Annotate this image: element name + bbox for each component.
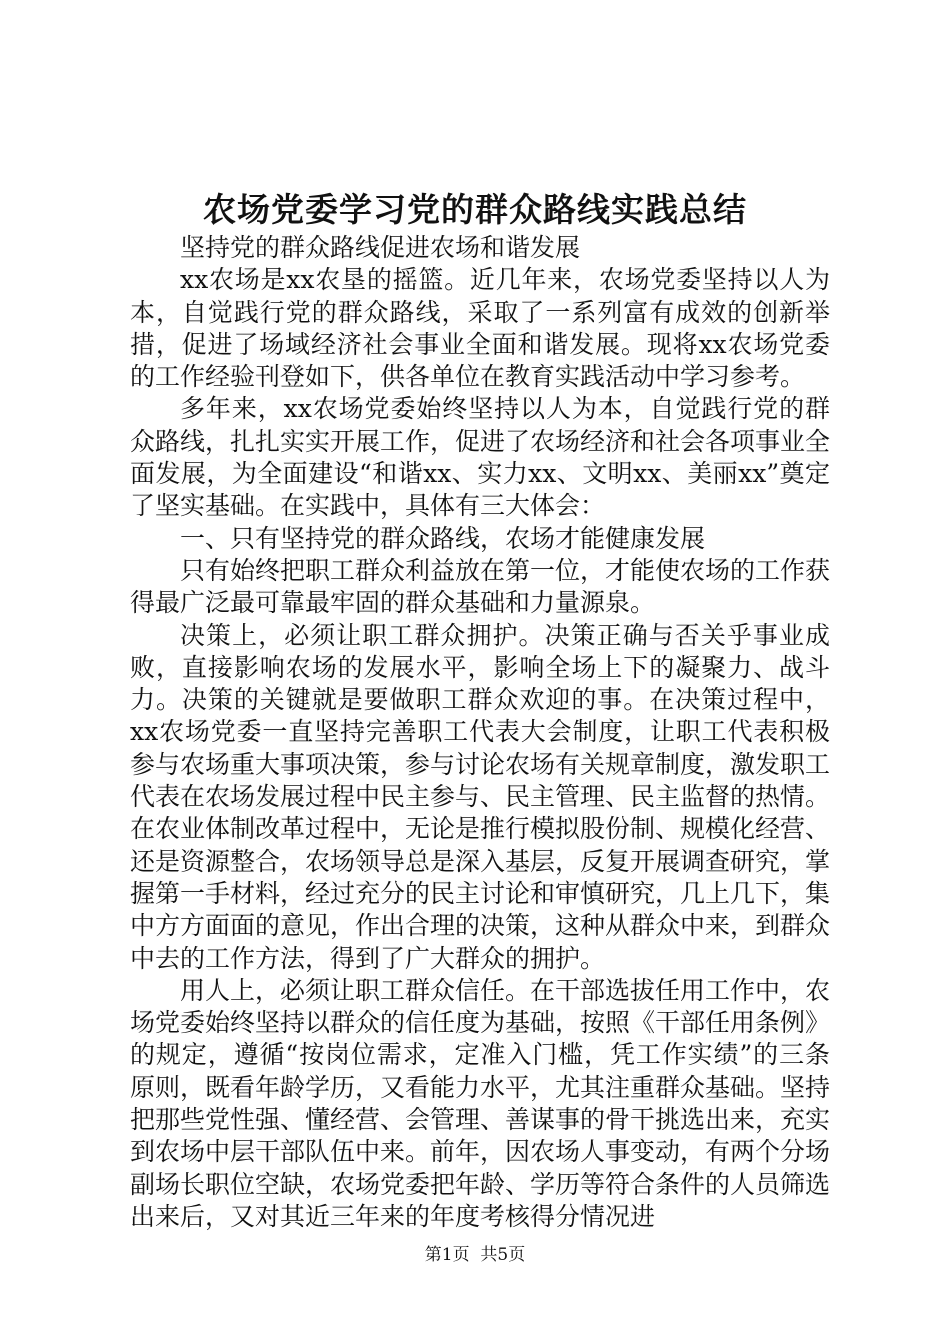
paragraph-personnel: 用人上，必须让职工群众信任。在干部选拔任用工作中，农场党委始终坚持以群众的信任度为基础，按照《干部任用条例》的规定，遵循“按岗位需求，定准入门槛，凭工作实绩”的三条原则，既看年龄学历，又看能力水平，尤其注重群众基础。坚持把那些党性强、懂经营、会管理、善谋事的骨干挑选出来，充实到农场中层干部队伍中来。前年，因农场人事变动，有两个分场副场长职位空缺，农场党委把年龄、学历等符合条件的人员筛选出来后，又对其近三年来的年度考核得分情况进 <box>130 975 831 1231</box>
paragraph-subtitle: 坚持党的群众路线促进农场和谐发展 <box>180 233 581 262</box>
page-footer <box>0 1243 950 1267</box>
paragraph-intro: xx农场是xx农垦的摇篮。近几年来，农场党委坚持以人为本，自觉践行党的群众路线，采取了一系列富有成效的创新举措，促进了场域经济社会事业全面和谐发展。现将xx农场党委的工作经验刊登如下，供各单位在教育实践活动中学习参考。 <box>130 265 830 392</box>
footer-spacer <box>470 1245 481 1265</box>
paragraph-overview: 多年来，xx农场党委始终坚持以人为本，自觉践行党的群众路线，扎扎实实开展工作，促进了农场经济和社会各项事业全面发展，为全面建设“和谐xx、实力xx、文明xx、美丽xx”奠定了坚实基础。在实践中，具体有三大体会： <box>130 394 831 521</box>
paragraph-masses-interest: 只有始终把职工群众利益放在第一位，才能使农场的工作获得最广泛最可靠最牢固的群众基础和力量源泉。 <box>130 555 831 618</box>
page-total: 共5页 <box>480 1245 526 1265</box>
document-title: 农场党委学习党的群众路线实践总结 <box>203 190 747 229</box>
page-number: 第1页 <box>424 1245 470 1265</box>
document-body <box>130 232 830 1233</box>
section-heading-1: 一、只有坚持党的群众路线，农场才能健康发展 <box>180 523 706 553</box>
paragraph-decision-making: 决策上，必须让职工群众拥护。决策正确与否关乎事业成败，直接影响农场的发展水平，影响全场上下的凝聚力、战斗力。决策的关键就是要做职工群众欢迎的事。在决策过程中，xx农场党委一直坚持完善职工代表大会制度，让职工代表积极参与农场重大事项决策，参与讨论农场有关规章制度，激发职工代表在农场发展过程中民主参与、民主管理、民主监督的热情。在农业体制改革过程中，无论是推行模拟股份制、规模化经营、还是资源整合，农场领导总是深入基层，反复开展调查研究，掌握第一手材料，经过充分的民主讨论和审慎研究，几上几下，集中方方面面的意见，作出合理的决策，这种从群众中来，到群众中去的工作方法，得到了广大群众的拥护。 <box>130 620 831 973</box>
